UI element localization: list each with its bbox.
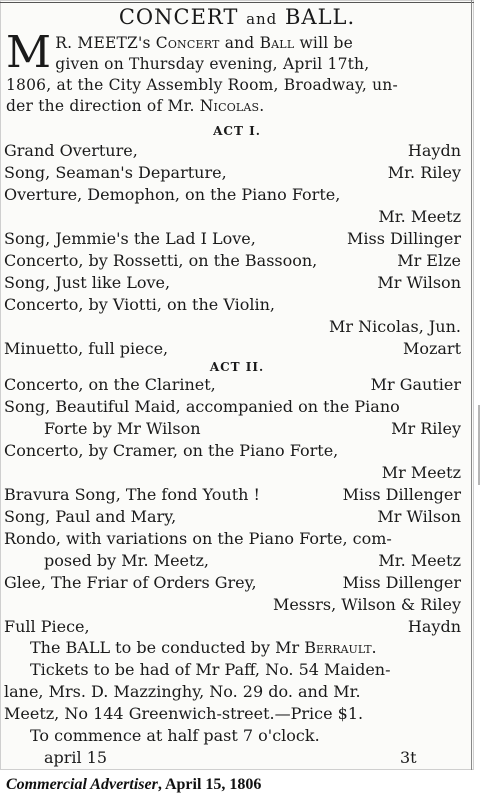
column-rule — [471, 0, 472, 770]
program-entry — [4, 418, 461, 440]
drop-cap: M — [6, 27, 52, 78]
performer-name: Miss Dillenger — [342, 485, 461, 504]
performer-name: Haydn — [407, 617, 461, 636]
performer-name: Mr. Riley — [387, 163, 461, 182]
program-entry — [4, 484, 461, 506]
intro-line3: 1806, at the City Assembly Room, Broadway, un- — [6, 76, 398, 94]
ball-conductor: Berrault. — [304, 638, 377, 657]
title-and: and — [246, 10, 278, 28]
performer-name: Mr. Meetz — [378, 207, 461, 226]
piece-title: posed by Mr. Meetz, — [44, 551, 209, 570]
piece-title: Concerto, by Cramer, on the Piano Forte, — [4, 441, 339, 460]
program-entry — [4, 316, 461, 338]
program-entry — [4, 440, 461, 462]
program-entry — [4, 396, 461, 418]
source-caption — [6, 776, 261, 794]
intro-paragraph — [6, 27, 462, 117]
program-entry — [4, 528, 461, 550]
performer-name: Mr Riley — [391, 419, 461, 438]
tickets-line-3: Meetz, No 144 Greenwich-street.—Price $1. — [4, 704, 364, 723]
intro-line4: der the direction of Mr. — [6, 97, 195, 115]
piece-title: Rondo, with variations on the Piano Forte, com- — [4, 529, 392, 548]
piece-title: Glee, The Friar of Orders Grey, — [4, 573, 257, 592]
program-entry — [4, 338, 461, 360]
program-entry — [4, 594, 461, 616]
piece-title: Song, Beautiful Maid, accompanied on the Piano — [4, 397, 400, 416]
piece-title: Concerto, on the Clarinet, — [4, 375, 216, 394]
piece-title: Concerto, by Rossetti, on the Bassoon, — [4, 251, 318, 270]
program-entry — [4, 462, 461, 484]
program-entry — [4, 140, 461, 162]
performer-name: Mr Gautier — [370, 375, 461, 394]
program-entry — [4, 572, 461, 594]
piece-title: Bravura Song, The fond Youth ! — [4, 485, 260, 504]
title-ball: BALL. — [284, 5, 356, 29]
tickets-line-2: lane, Mrs. D. Mazzinghy, No. 29 do. and Mr. — [4, 682, 361, 701]
piece-title: Concerto, by Viotti, on the Violin, — [4, 295, 275, 314]
ball-notice: The BALL to be conducted by Mr Berrault. — [30, 638, 377, 657]
program-entry — [4, 506, 461, 528]
piece-title: Grand Overture, — [4, 141, 138, 160]
piece-title: Song, Seaman's Departure, — [4, 163, 227, 182]
commence-time: To commence at half past 7 o'clock. — [30, 726, 320, 745]
program-entry — [4, 162, 461, 184]
piece-title: Song, Jemmie's the Lad I Love, — [4, 229, 256, 248]
insertion-count: 3t — [400, 748, 417, 767]
program-entry — [4, 294, 461, 316]
program-entry — [4, 250, 461, 272]
piece-title: Song, Just like Love, — [4, 273, 171, 292]
program-entry — [4, 228, 461, 250]
advert-title — [0, 5, 474, 31]
program-entry — [4, 206, 461, 228]
caption-date: , April 15, 1806 — [157, 776, 262, 793]
piece-title: Minuetto, full piece, — [4, 339, 169, 358]
performer-name: Miss Dillinger — [347, 229, 461, 248]
intro-and: and — [224, 34, 255, 52]
act-1-heading: ACT I. — [213, 124, 261, 138]
performer-name: Mr Meetz — [381, 463, 461, 482]
performer-name: Mr. Meetz — [378, 551, 461, 570]
intro-line1-rest: will be — [299, 34, 354, 52]
tickets-line-1: Tickets to be had of Mr Paff, No. 54 Maiden- — [30, 660, 391, 679]
performer-name: Mozart — [402, 339, 461, 358]
insertion-date: april 15 — [44, 748, 108, 767]
performer-name: Mr Wilson — [377, 273, 461, 292]
performer-name: Mr Elze — [397, 251, 461, 270]
program-entry — [4, 616, 461, 638]
performer-name: Mr Nicolas, Jun. — [329, 317, 461, 336]
title-concert: CONCERT — [118, 5, 239, 29]
program-entry — [4, 374, 461, 396]
scan-edge-mark — [478, 405, 480, 485]
caption-publication: Commercial Advertiser — [6, 776, 158, 793]
piece-title: Forte by Mr Wilson — [44, 419, 201, 438]
performer-name: Mr Wilson — [377, 507, 461, 526]
act-2-heading: ACT II. — [209, 360, 265, 374]
performer-name: Messrs, Wilson & Riley — [272, 595, 461, 614]
intro-line2: given on Thursday evening, April 17th, — [55, 55, 370, 73]
program-entry — [4, 184, 461, 206]
piece-title: Overture, Demophon, on the Piano Forte, — [4, 185, 341, 204]
program-entry — [4, 550, 461, 572]
top-rule — [0, 2, 474, 3]
performer-name: Miss Dillenger — [342, 573, 461, 592]
intro-concert: Concert — [155, 34, 220, 52]
piece-title: Full Piece, — [4, 617, 90, 636]
performer-name: Haydn — [407, 141, 461, 160]
program-entry — [4, 272, 461, 294]
intro-ball: Ball — [259, 34, 295, 52]
intro-nicolas: Nicolas. — [199, 97, 265, 115]
intro-lead: R. MEETZ's — [55, 34, 151, 52]
piece-title: Song, Paul and Mary, — [4, 507, 177, 526]
